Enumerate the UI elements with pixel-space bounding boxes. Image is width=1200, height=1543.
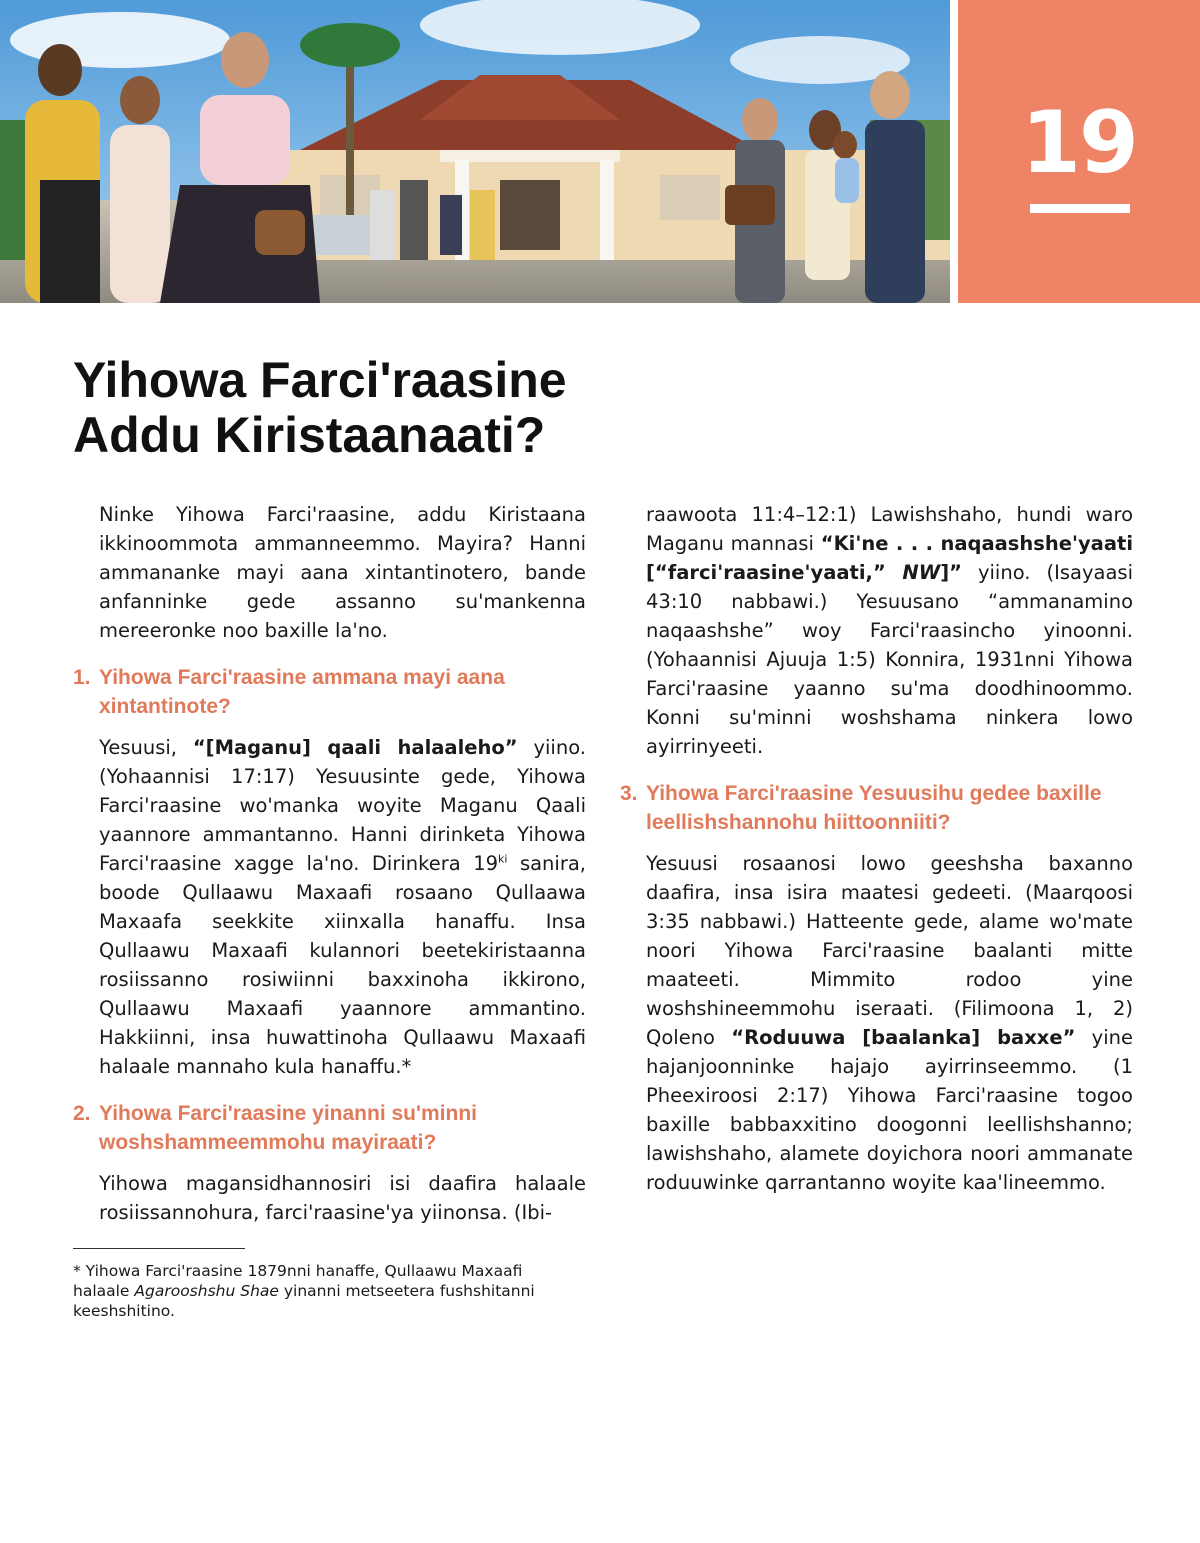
answer-1-superscript: ki — [498, 852, 508, 866]
answer-2-nw: NW — [902, 561, 941, 584]
answer-2-text-b: yiino. (Isayaasi 43:10 nabbawi.) Yesuusano “ammanamino naqaashshe” woy Farci'raasincho yinoonni. (Yohaannisi Ajuuja 1:5) Konnira, 1931nni Yihowa Farci'raasine yaanno su'ma doodhinoommo. Konni su'minni woshshama ninkera lowo ayirrinyeeti. — [646, 561, 1133, 758]
answer-3-quote: “Roduuwa [baalanka] baxxe” — [731, 1026, 1076, 1049]
answer-2-quote-end: ]” — [940, 561, 962, 584]
answer-2-paragraph-continued — [620, 500, 1133, 761]
answer-1-text-b: yiino. (Yohaannisi 17:17) Yesuusinte gede, Yihowa Farci'raasine wo'manka woyite Maganu Qaali yaannore ammantanno. Hanni dirinketa Yihowa Farci'raasine xagge la'no. Dirinkera 19 — [99, 736, 586, 875]
lesson-number: 19 — [1021, 93, 1137, 193]
right-column — [620, 500, 1133, 1197]
answer-3-paragraph — [620, 849, 1133, 1197]
footnote-text-b: yinanni metseetera fushshitanni keeshshitino. — [73, 1282, 535, 1320]
hero-photo — [0, 0, 950, 303]
answer-3-text-b: yine hajanjoonninke hajajo ayirrinseemmo. (1 Pheexiroosi 2:17) Yihowa Farci'raasine togoo baxille babbaxxitino doogonni leellishshanno; lawishshaho, alamete doyichora noori ammanate roduuwinke qarrantanno woyite kaa'lineemmo. — [646, 1026, 1134, 1194]
footnote-text-a: * Yihowa Farci'raasine 1879nni hanaffe, Qullaawu Maxaafi halaale — [73, 1262, 523, 1300]
page-title — [73, 353, 693, 463]
question-1-number: 1. — [73, 666, 91, 689]
answer-2-paragraph-start: Yihowa magansidhannosiri isi daafira halaale rosiissannohura, farci'raasine'ya yiinonsa. (Ibi- — [99, 1172, 586, 1224]
question-1 — [73, 663, 586, 721]
intro-paragraph: Ninke Yihowa Farci'raasine, addu Kiristaana ikkinoommota ammanneemmo. Mayira? Hanni ammananke mayi aana xintantinotero, bande anfanninke gede assanno su'mankenna mereeronke noo baxille la'no. — [99, 503, 586, 642]
answer-1-quote: “[Maganu] qaali halaaleho” — [192, 736, 518, 759]
footnote-publication-title: Agarooshshu Shae — [134, 1282, 279, 1300]
title-line-2: Addu Kiristaanaati? — [73, 407, 546, 463]
left-column — [73, 500, 586, 1227]
hero-illustration — [0, 0, 950, 303]
question-3-text: Yihowa Farci'raasine Yesuusihu gedee baxille leellishshannohu hiittoonniiti? — [646, 782, 1102, 834]
question-3-number: 3. — [620, 782, 638, 805]
question-3 — [620, 779, 1133, 837]
answer-1-text-a: Yesuusi, — [99, 736, 193, 759]
lesson-number-underline — [1030, 204, 1130, 213]
footnote-divider — [73, 1248, 245, 1249]
answer-2-text-a: raawoota 11:4–12:1) Lawishshaho, hundi waro Maganu mannasi — [646, 503, 1133, 555]
answer-1-paragraph — [73, 733, 586, 1081]
question-1-text: Yihowa Farci'raasine ammana mayi aana xintantinote? — [99, 666, 505, 718]
answer-2-quote: “Ki'ne . . . naqaashshe'yaati [“farci'raasine'yaati,” — [646, 532, 1134, 584]
question-2-number: 2. — [73, 1102, 91, 1125]
footnote — [73, 1261, 573, 1321]
answer-3-text-a: Yesuusi rosaanosi lowo geeshsha baxanno daafira, insa isira maatesi gedeeti. (Maarqoosi 3:35 nabbawi.) Hatteente gede, alame wo'mate noori Yihowa Farci'raasine baalanti mitte maateeti. Mimmito rodoo yine woshshineemmohu iseraati. (Filimoona 1, 2) Qoleno — [646, 852, 1133, 1049]
answer-1-text-c: sanira, boode Qullaawu Maxaafi rosaano Qullaawa Maxaafa seekkite xiinxalla hanaffu. Insa Qullaawu Maxaafi kulannori beetekiristaanna rosiissanno rosiwiinni baxxinoha ikkirono, Qullaawu Maxaafi yaannore ammantino. Hakkiinni, insa huwattinoha Qullaawu Maxaafi halaale mannaho kula hanaffu.* — [99, 852, 586, 1078]
title-line-1: Yihowa Farci'raasine — [73, 352, 567, 408]
question-2-text: Yihowa Farci'raasine yinanni su'minni woshshammeemmohu mayiraati? — [99, 1102, 477, 1154]
question-2 — [73, 1099, 586, 1157]
lesson-number-box — [958, 0, 1200, 303]
